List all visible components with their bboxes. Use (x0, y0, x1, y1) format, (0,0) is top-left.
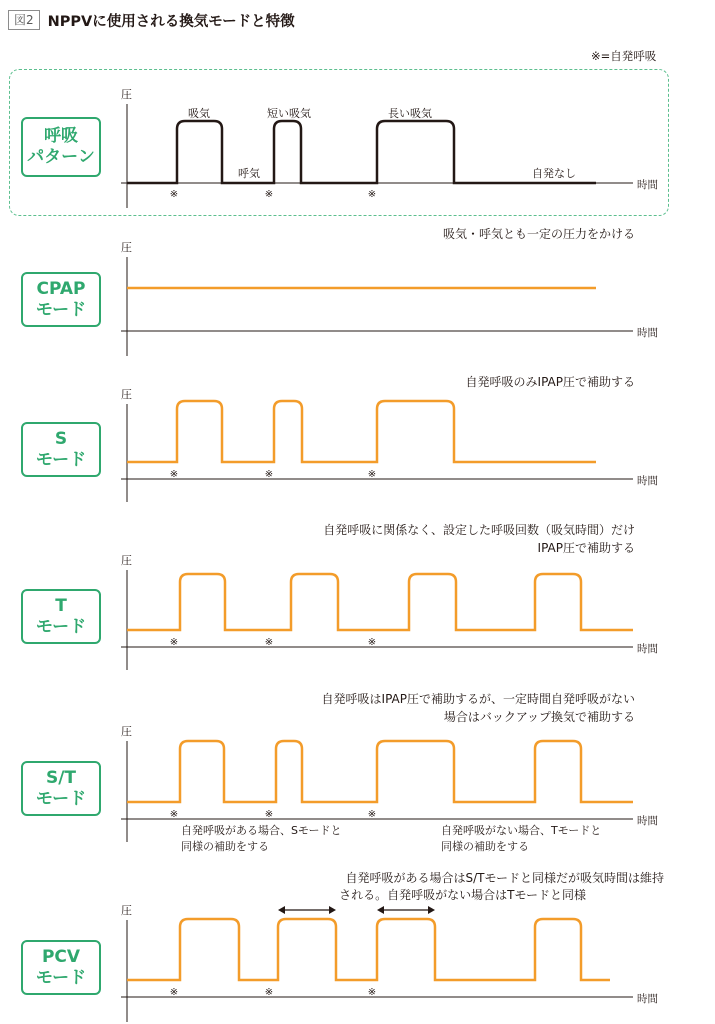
mode-label-line: モード (35, 788, 87, 809)
y-axis-label: 圧 (121, 904, 132, 917)
pcv-mode-waveform (127, 919, 610, 980)
t-description: 自発呼吸に関係なく、設定した呼吸回数（吸気時間）だけ (323, 523, 635, 537)
spont-mark: ※ (264, 809, 274, 820)
annotations-layer (121, 88, 664, 1005)
spont-mark: ※ (264, 637, 274, 648)
y-axis-label: 圧 (121, 241, 132, 254)
y-axis-label: 圧 (121, 554, 132, 567)
mode-label-line: CPAP (36, 278, 86, 299)
pcv-description: される。自発呼吸がない場合はTモードと同様 (339, 888, 586, 902)
spont-mark: ※ (169, 987, 179, 998)
no-spont-label: 自発なし (532, 167, 576, 180)
st-note-nospont: 自発呼吸がない場合、Tモードと (441, 824, 602, 837)
x-axis-label: 時間 (637, 993, 658, 1005)
x-axis-label: 時間 (637, 179, 658, 191)
mode-label-line: S (54, 428, 68, 449)
x-axis-label: 時間 (637, 327, 658, 339)
st-description: 自発呼吸はIPAP圧で補助するが、一定時間自発呼吸がない (321, 692, 635, 706)
y-axis-label: 圧 (121, 725, 132, 738)
spont-mark: ※ (169, 809, 179, 820)
st-mode-waveform (127, 741, 633, 802)
mode-label-line: PCV (41, 946, 81, 967)
st-note-nospont: 同様の補助をする (441, 840, 529, 853)
mode-label-line: T (55, 595, 67, 616)
figure-label: 図2 (8, 10, 40, 30)
y-axis-label: 圧 (121, 88, 132, 101)
mode-label-line: 呼吸 (44, 126, 78, 146)
mode-label-line: パターン (27, 147, 95, 167)
y-axis-label: 圧 (121, 388, 132, 401)
exhale-label: 呼気 (238, 167, 260, 180)
short-inhale-label: 短い吸気 (267, 107, 311, 120)
t-description: IPAP圧で補助する (537, 541, 635, 555)
st-note-spont: 自発呼吸がある場合、Sモードと (181, 824, 342, 837)
s-mode-waveform (127, 401, 596, 462)
spont-mark: ※ (367, 809, 377, 820)
cpap-description: 吸気・呼気とも一定の圧力をかける (442, 227, 635, 241)
s-description: 自発呼吸のみIPAP圧で補助する (465, 375, 635, 389)
figure-title: NPPVに使用される換気モードと特徴 (47, 13, 295, 30)
mode-label-line: S/T (45, 767, 77, 788)
spont-mark: ※ (264, 469, 274, 480)
mode-label-line: モード (35, 616, 87, 637)
spont-mark: ※ (367, 469, 377, 480)
st-description: 場合はバックアップ換気で補助する (443, 710, 635, 724)
mode-label-line: モード (35, 967, 87, 988)
legend-note: ※=自発呼吸 (591, 49, 657, 63)
x-axis-label: 時間 (637, 815, 658, 827)
st-note-spont: 同様の補助をする (181, 840, 269, 853)
pcv-description: 自発呼吸がある場合はS/Tモードと同様だが吸気時間は維持 (345, 871, 664, 885)
mode-label-line: モード (35, 299, 87, 320)
spont-mark: ※ (367, 637, 377, 648)
pattern-waveform (127, 121, 596, 183)
spont-mark: ※ (169, 637, 179, 648)
inhale-label: 吸気 (188, 107, 210, 120)
spont-mark: ※ (264, 189, 274, 200)
arrow-head-left (278, 906, 285, 914)
spont-mark: ※ (367, 189, 377, 200)
spont-mark: ※ (367, 987, 377, 998)
arrow-head-right (428, 906, 435, 914)
long-inhale-label: 長い吸気 (388, 107, 432, 120)
spont-mark: ※ (264, 987, 274, 998)
arrow-head-right (329, 906, 336, 914)
mode-label-line: モード (35, 449, 87, 470)
arrow-head-left (377, 906, 384, 914)
spont-mark: ※ (169, 189, 179, 200)
spont-mark: ※ (169, 469, 179, 480)
x-axis-label: 時間 (637, 643, 658, 655)
t-mode-waveform (127, 574, 633, 630)
x-axis-label: 時間 (637, 475, 658, 487)
